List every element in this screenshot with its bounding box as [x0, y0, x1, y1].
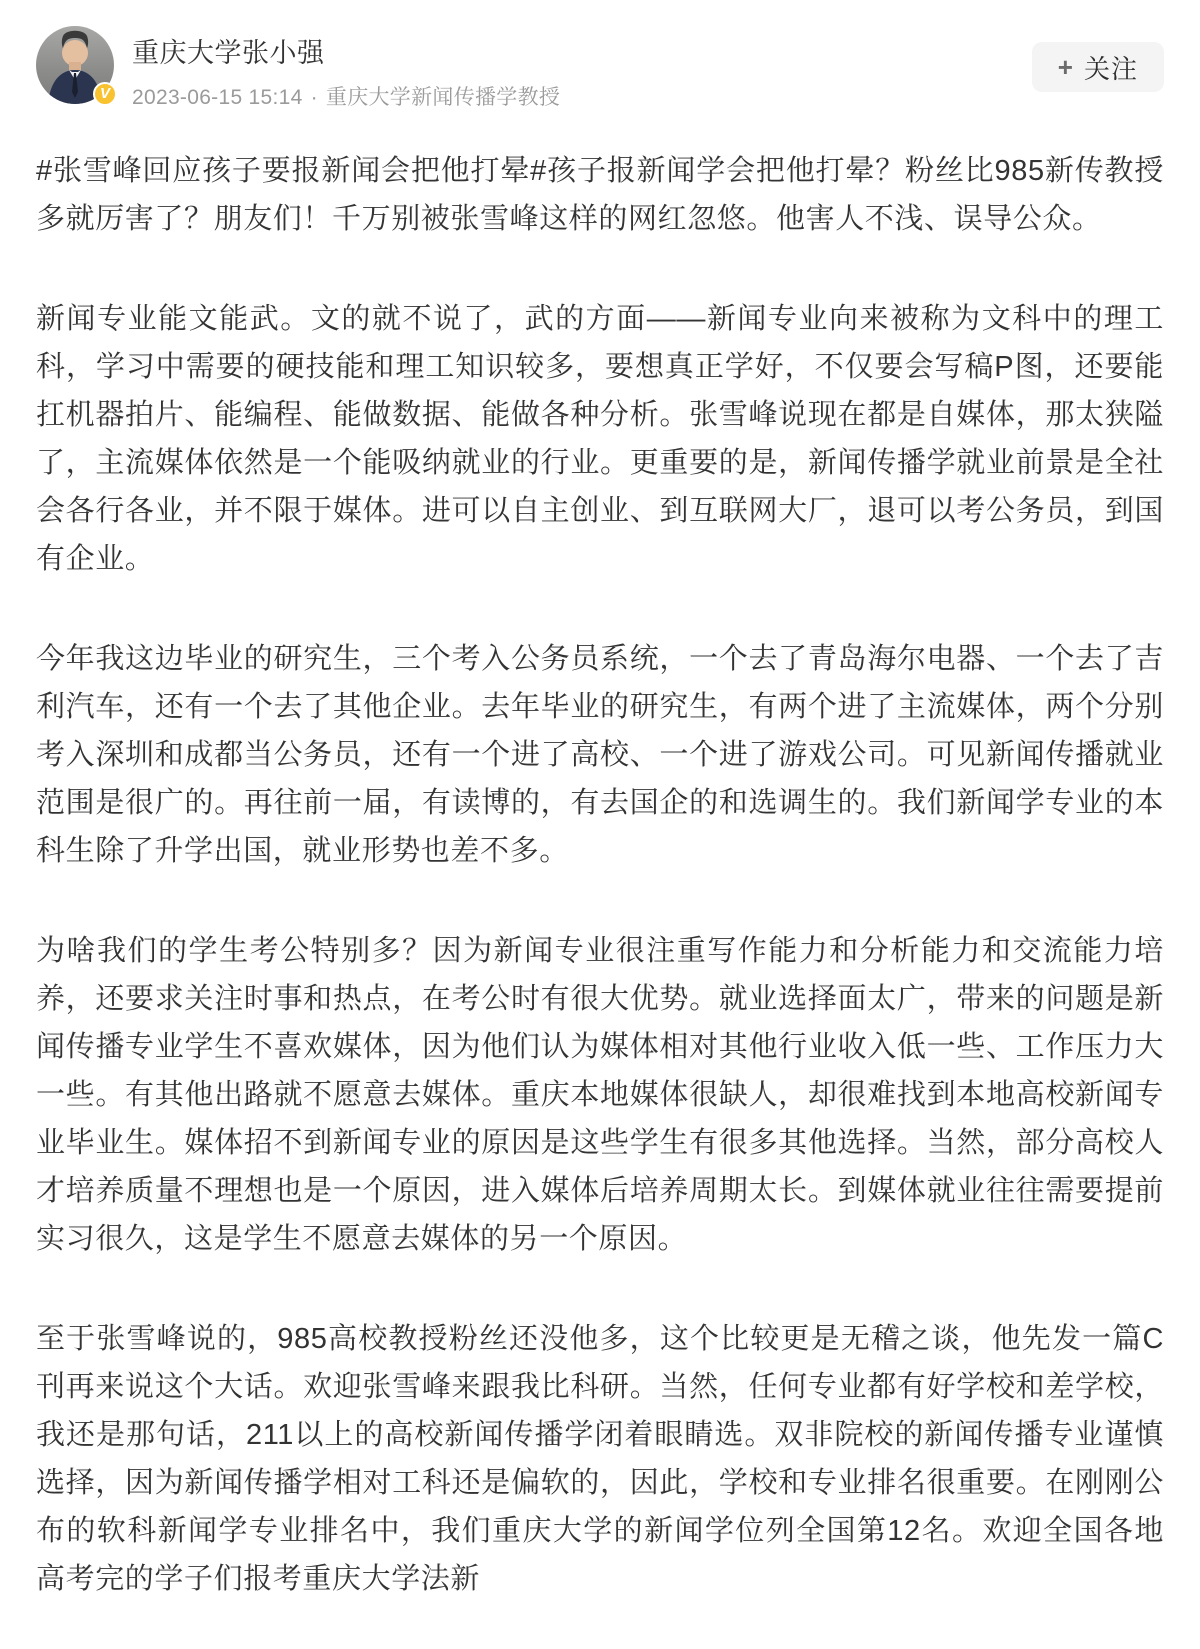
follow-button[interactable]	[1032, 42, 1164, 92]
plus-icon: +	[1057, 51, 1074, 82]
post-paragraph: 至于张雪峰说的，985高校教授粉丝还没他多，这个比较更是无稽之谈，他先发一篇C刊再来说这个大话。欢迎张雪峰来跟我比科研。当然，任何专业都有好学校和差学校，我还是那句话，211以上的高校新闻传播学闭着眼睛选。双非院校的新闻传播专业谨慎选择，因为新闻传播学相对工科还是偏软的，因此，学校和专业排名很重要。在刚刚公布的软科新闻学专业排名中，我们重庆大学的新闻学位列全国第12名。欢迎全国各地高考完的学子们报考重庆大学法新	[36, 1323, 1164, 1595]
username[interactable]: 重庆大学张小强	[132, 38, 325, 68]
meta-separator: ·	[310, 86, 318, 109]
author-title: 重庆大学新闻传播学教授	[325, 86, 561, 109]
post-paragraph: 新闻专业能文能武。文的就不说了，武的方面——新闻专业向来被称为文科中的理工科，学习中需要的硬技能和理工知识较多，要想真正学好，不仅要会写稿P图，还要能扛机器拍片、能编程、能做数据、能做各种分析。张雪峰说现在都是自媒体，那太狭隘了，主流媒体依然是一个能吸纳就业的行业。更重要的是，新闻传播学就业前景是全社会各行各业，并不限于媒体。进可以自主创业、到互联网大厂，退可以考公务员，到国有企业。	[36, 303, 1164, 575]
user-info	[132, 26, 560, 111]
avatar[interactable]	[36, 26, 114, 104]
verified-badge-icon: V	[93, 82, 117, 106]
post-meta	[132, 81, 560, 111]
post-header	[36, 26, 1164, 111]
timestamp: 2023-06-15 15:14	[132, 86, 303, 109]
post-paragraph: 为啥我们的学生考公特别多？因为新闻专业很注重写作能力和分析能力和交流能力培养，还要求关注时事和热点，在考公时有很大优势。就业选择面太广，带来的问题是新闻传播专业学生不喜欢媒体，因为他们认为媒体相对其他行业收入低一些、工作压力大一些。有其他出路就不愿意去媒体。重庆本地媒体很缺人，却很难找到本地高校新闻专业毕业生。媒体招不到新闻专业的原因是这些学生有很多其他选择。当然，部分高校人才培养质量不理想也是一个原因，进入媒体后培养周期太长。到媒体就业往往需要提前实习很久，这是学生不愿意去媒体的另一个原因。	[36, 935, 1164, 1255]
post-body	[36, 147, 1164, 1603]
follow-button-label: 关注	[1083, 53, 1138, 84]
post-paragraph: #张雪峰回应孩子要报新闻会把他打晕#孩子报新闻学会把他打晕？粉丝比985新传教授多就厉害了？朋友们！千万别被张雪峰这样的网红忽悠。他害人不浅、误导公众。	[36, 155, 1164, 235]
post-paragraph: 今年我这边毕业的研究生，三个考入公务员系统，一个去了青岛海尔电器、一个去了吉利汽车，还有一个去了其他企业。去年毕业的研究生，有两个进了主流媒体，两个分别考入深圳和成都当公务员，还有一个进了高校、一个进了游戏公司。可见新闻传播就业范围是很广的。再往前一届，有读博的，有去国企的和选调生的。我们新闻学专业的本科生除了升学出国，就业形势也差不多。	[36, 643, 1164, 867]
